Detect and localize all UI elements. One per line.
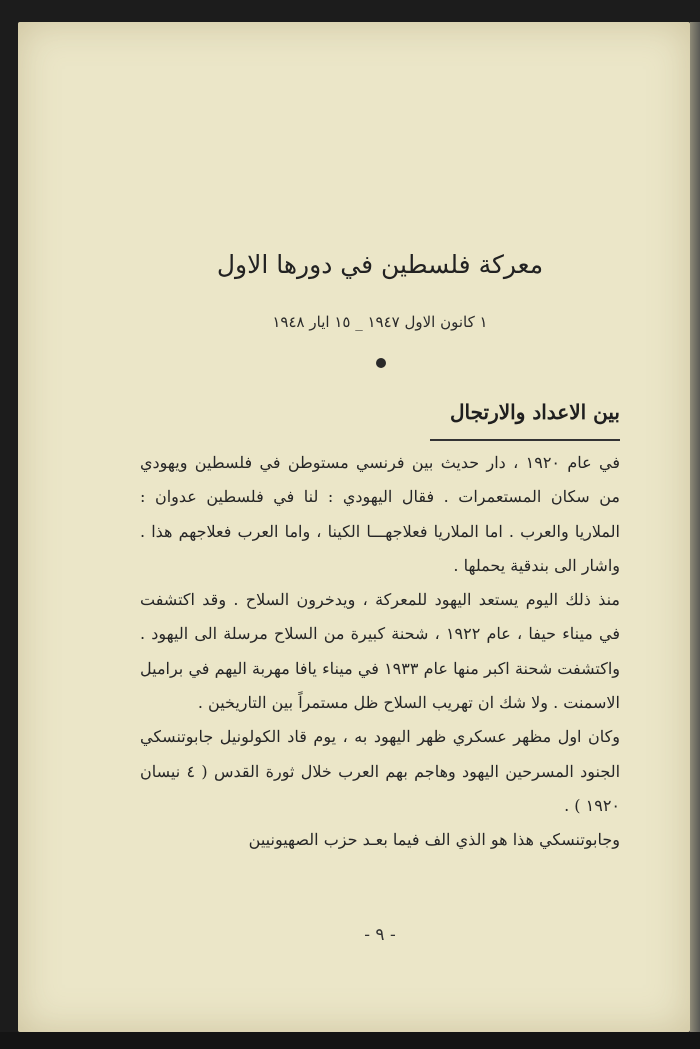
date-range: ١ كانون الاول ١٩٤٧ _ ١٥ ايار ١٩٤٨ <box>272 313 488 331</box>
scan-border <box>0 1032 700 1049</box>
separator-dot <box>376 358 386 368</box>
paragraph: منذ ذلك اليوم يستعد اليهود للمعركة ، ويدخرون السلاح . وقد اكتشفت في ميناء حيفا ، عام ١٩٢٢ ، شحنة كبيرة من السلاح مرسلة الى اليهود . واكتشفت شحنة اكبر منها عام ١٩٣٣ في ميناء يافا مهربة اليهم في براميل الاسمنت . ولا شك ان تهريب السلاح ظل مستمراً بين التاريخين . <box>140 590 621 713</box>
paragraph: وجابوتنسكي هذا هو الذي الف فيما بعـد حزب الصهيونيين <box>248 830 620 850</box>
page-number: - ٩ - <box>364 925 396 945</box>
body-text <box>140 446 620 858</box>
section-heading: بين الاعداد والارتجال <box>450 400 620 424</box>
heading-underline <box>430 439 620 441</box>
paragraph: في عام ١٩٢٠ ، دار حديث بين فرنسي مستوطن في فلسطين ويهودي من سكان المستعمرات . فقال اليهودي : لنا في فلسطين عدوان : الملاريا والعرب . اما الملاريا فعلاجهـــا الكينا ، واما العرب فعلاجهم هذا . واشار الى بندقية يحملها . <box>140 453 621 575</box>
page-edge <box>690 22 700 1032</box>
chapter-title: معركة فلسطين في دورها الاول <box>216 250 544 279</box>
paragraph: وكان اول مظهر عسكري ظهر اليهود به ، يوم قاد الكولونيل جابوتنسكي الجنود المسرحين اليهود وهاجم بهم العرب خلال ثورة القدس ( ٤ نيسان ١٩٢٠ ) . <box>140 727 621 815</box>
